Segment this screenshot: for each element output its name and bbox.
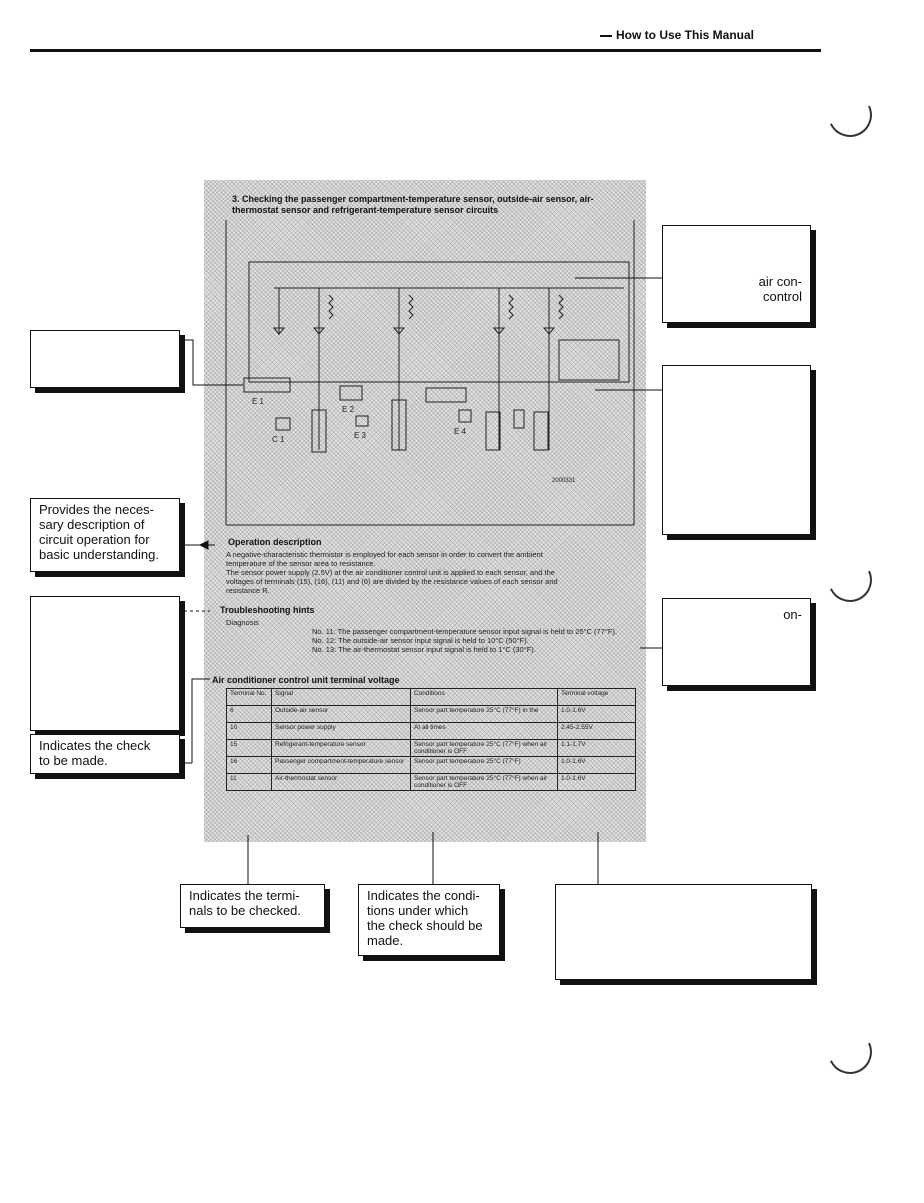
table-row: 11 Air-thermostat sensor Sensor part temperature 25°C (77°F) when air conditioner is OFF 1.0-1.6V — [227, 774, 636, 791]
table-row: 6 Outside-air sensor Sensor part temperature 25°C (77°F) in the 1.0-1.6V — [227, 706, 636, 723]
operation-heading: Operation description — [228, 537, 322, 547]
table-header: Signal — [272, 689, 411, 706]
connector-label: E 4 — [454, 427, 467, 436]
connector-label: E 3 — [354, 431, 367, 440]
callout-operation-description: Provides the neces- sary description of circuit operation for basic understanding. — [30, 498, 180, 572]
callout-box-blank-right — [662, 365, 811, 535]
callout-check: Indicates the check to be made. — [30, 734, 180, 774]
table-header: Terminal voltage — [558, 689, 636, 706]
connector-label: E 1 — [252, 397, 265, 406]
table-row: 16 Passenger compartment-temperature sensor Sensor part temperature 25°C (77°F) 1.0-1.6V — [227, 757, 636, 774]
hints-heading: Troubleshooting hints — [220, 605, 315, 615]
connector-label: C 1 — [272, 435, 285, 444]
callout-right-partial: on- — [662, 598, 811, 686]
diagram-code: 2000331 — [552, 478, 576, 484]
hints-text: Diagnosis No. 11: The passenger compartment-temperature sensor input signal is held to 25°C (77°F). No. 12: The outside-air sensor input signal is held to 10°C (50°F). No. 13: The air-thermostat sensor input signal is held to 1°C (30°F). — [226, 618, 618, 654]
operation-text: A negative-characteristic thermistor is employed for each sensor in order to convert the ambient temperature of the sensor area to resistance. The sensor power supply (2.5V) at the air conditioner control unit is applied to each sensor, and the voltages of terminals (15), (16), (11) and (6) are divided by the resistance values of each sensor and resistance R. — [226, 550, 558, 595]
table-header: Conditions — [411, 689, 558, 706]
table-heading: Air conditioner control unit terminal voltage — [212, 675, 400, 685]
connector-label: E 2 — [342, 405, 355, 414]
callout-conditions: Indicates the condi- tions under which the check should be made. — [358, 884, 500, 956]
table-header: Terminal No. — [227, 689, 272, 706]
callout-box-blank-bottom-right — [555, 884, 812, 980]
callout-top-right: air con- control — [662, 225, 811, 323]
table-row: 15 Refrigerant-temperature sensor Sensor part temperature 25°C (77°F) when air conditioner is OFF 1.1-1.7V — [227, 740, 636, 757]
callout-box-blank-left — [30, 330, 180, 388]
sample-section-title: 3. Checking the passenger compartment-temperature sensor, outside-air sensor, air- thermostat sensor and refrigerant-temperature sensor circuits — [232, 194, 594, 215]
callout-box-blank-left-2 — [30, 596, 180, 731]
header-title-text: How to Use This Manual — [616, 28, 755, 42]
table-row: 10 Sensor power supply At all times 2.45-2.55V — [227, 723, 636, 740]
callout-terminals: Indicates the termi- nals to be checked. — [180, 884, 325, 928]
